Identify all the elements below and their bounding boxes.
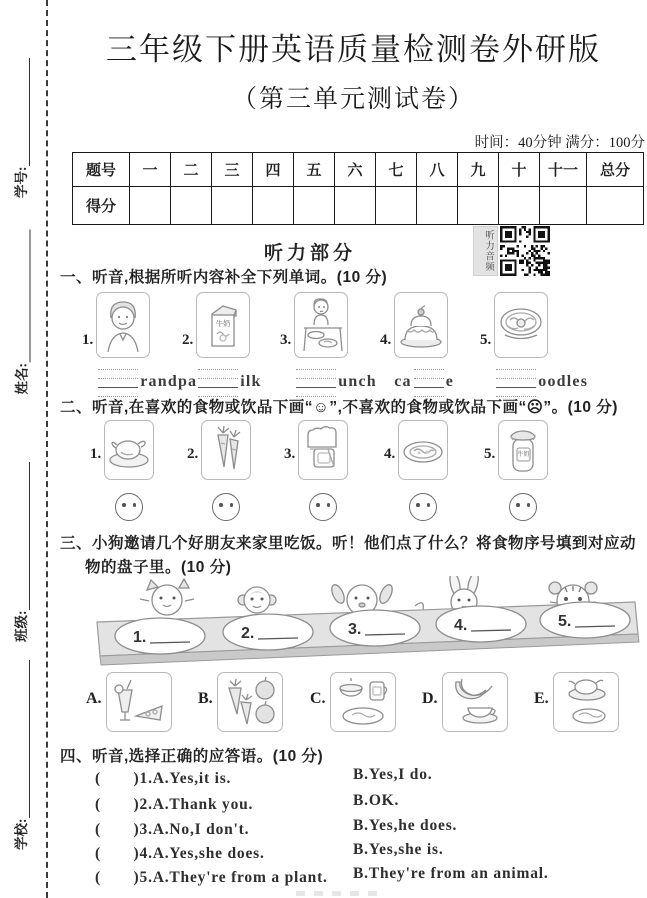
option-letter: B. [198,690,213,707]
answer-choice-b[interactable]: B.Yes,she is. [353,841,444,858]
score-cell [212,187,253,225]
score-table-header-row [73,153,644,187]
score-table-header-cell: 三 [212,153,253,187]
school-blank-line [14,660,30,819]
q1-item-2 [182,292,280,397]
score-cell [540,187,587,225]
four-line-blank[interactable] [198,369,238,397]
question1-items [82,292,647,397]
score-table-header-cell: 八 [417,153,458,187]
blank-face-to-draw[interactable] [309,493,337,521]
page-title: 三年级下册英语质量检测卷外研版 [106,32,601,67]
milk-carton-image [196,292,250,358]
word-suffix: unch [338,373,377,390]
answer-choice-a[interactable]: ( )2.A.Thank you. [95,796,254,813]
score-cell [253,187,294,225]
answer-choice-a[interactable]: ( )1.A.Yes,it is. [95,770,232,787]
blank-face-to-draw[interactable] [212,493,240,521]
score-cell [130,187,171,225]
score-cell [499,187,540,225]
score-cell [294,187,335,225]
page-footer-cutoff [296,891,377,896]
score-cell [587,187,644,225]
listening-section-title: 听力部分 [263,243,356,264]
cat-image [140,579,194,615]
answer-blank-word [494,365,588,397]
score-table-header-cell: 十一 [540,153,587,187]
q2-item-3 [284,420,384,521]
item-number: 2. [182,332,194,348]
option-B [198,672,310,732]
q2-item-1 [90,420,187,521]
page-subtitle: （第三单元测试卷） [231,86,475,113]
chicken-dishes-image [553,672,619,732]
q2-item-4 [384,420,484,521]
q4-row-1 [95,766,645,788]
q2-item-2 [187,420,284,521]
question4-heading: 四、听音,选择正确的应答语。(10 分) [60,748,324,765]
item-number: 3. [284,446,296,462]
q4-row-5 [95,865,645,887]
school-field [10,660,30,850]
q4-row-4 [95,841,645,863]
q1-item-4 [380,292,480,397]
score-cell [376,187,417,225]
score-table-header-cell: 七 [376,153,417,187]
score-cell [171,187,212,225]
blank-face-to-draw[interactable] [115,493,143,521]
bowl-milk-plate-image [330,672,396,732]
svg-text:牛奶: 牛奶 [215,319,231,328]
four-line-blank[interactable] [414,369,444,397]
q4-row-2 [95,792,645,814]
word-prefix: ca [394,373,412,390]
item-number: 5. [480,332,492,348]
item-number: 1. [90,446,102,462]
question3-heading-line2: 物的盘子里。(10 分) [85,559,232,576]
margin-dashed-divider [46,0,48,898]
qr-code-label: 听力音频 [473,226,498,276]
svg-text:1.: 1. [133,629,147,646]
student-number-label: 学号: [14,166,29,198]
name-blank-line [15,230,31,364]
item-number: 4. [384,446,396,462]
four-line-blank[interactable] [296,369,336,397]
four-line-blank[interactable] [98,369,138,397]
svg-text:5.: 5. [558,613,572,630]
q1-item-1 [82,292,198,397]
score-cell [458,187,499,225]
option-letter: E. [534,690,549,707]
carrots-image [201,420,251,480]
q4-row-3 [95,817,645,839]
bananas-tea-image [442,672,508,732]
answer-choice-a[interactable]: ( )4.A.Yes,she does. [95,845,265,862]
score-table [72,152,644,225]
answer-choice-a[interactable]: ( )5.A.They're from a plant. [95,869,328,886]
answer-blank-word [394,365,454,397]
score-table-header-cell: 九 [458,153,499,187]
answer-choice-b[interactable]: B.OK. [353,792,400,809]
listening-audio-block [473,226,550,276]
time-score-info: 时间：40分钟 满分：100分 [474,135,645,151]
option-E [534,672,634,732]
answer-choice-b[interactable]: B.They're from an animal. [353,865,549,882]
score-row-label: 得分 [73,187,130,225]
four-line-blank[interactable] [496,369,536,397]
food-plate-image [398,420,448,480]
score-cell [335,187,376,225]
class-blank-line [14,462,30,611]
item-number: 5. [484,446,496,462]
milk-jar-image [498,420,548,480]
score-table-header-cell: 六 [335,153,376,187]
item-number: 3. [280,332,292,348]
bread-image [298,420,348,480]
score-table-header-cell: 总分 [587,153,644,187]
class-label: 班级: [14,610,29,642]
carrots-apples-image [217,672,283,732]
blank-face-to-draw[interactable] [509,493,537,521]
answer-choice-a[interactable]: ( )3.A.No,I don't. [95,821,250,838]
blank-face-to-draw[interactable] [409,493,437,521]
grandpa-image [96,292,150,358]
score-cell [417,187,458,225]
score-table-score-row [73,187,644,225]
roast-chicken-image [104,420,154,480]
question3-options [86,672,646,732]
score-table-header-cell: 十 [499,153,540,187]
boy-lunch-image [294,292,348,358]
class-field [10,462,30,642]
question3-heading-line1: 三、小狗邀请几个好朋友来家里吃饭。听！他们点了什么？将食物序号填到对应动 [60,535,637,552]
school-label: 学校: [14,818,29,850]
option-A [86,672,198,732]
q2-item-5 [484,420,579,521]
score-table-header-cell: 四 [253,153,294,187]
animals-table-graphic [85,576,645,671]
score-table-header-cell: 五 [294,153,335,187]
item-number: 2. [187,446,199,462]
name-field [11,230,31,395]
item-number: 4. [380,332,392,348]
option-letter: C. [310,690,326,707]
question2-heading: 二、听音,在喜欢的食物或饮品下画“☺”,不喜欢的食物或饮品下画“☹”。(10 分) [60,399,618,416]
answer-blank-word [294,365,377,397]
item-number: 1. [82,332,94,348]
student-number-field [10,58,30,198]
score-table-header-cell: 二 [171,153,212,187]
answer-blank-word [196,365,261,397]
score-table-header-cell: 一 [130,153,171,187]
question2-items [90,420,645,521]
cake-image [394,292,448,358]
answer-choice-b[interactable]: B.Yes,I do. [353,766,433,783]
word-suffix: oodles [538,373,589,390]
option-C [310,672,422,732]
qr-code [500,226,550,276]
svg-text:2.: 2. [241,625,255,642]
monkey-image [238,587,276,613]
svg-text:4.: 4. [454,617,468,634]
q1-item-3 [280,292,380,397]
svg-text:牛奶: 牛奶 [517,452,530,458]
name-label: 姓名: [14,363,30,395]
question1-heading: 一、听音,根据所听内容补全下列单词。(10 分) [60,269,388,286]
word-suffix: e [445,373,455,390]
answer-choice-b[interactable]: B.Yes,he does. [353,817,458,834]
word-suffix: randpa [140,373,198,390]
option-letter: A. [86,690,102,707]
option-D [422,672,534,732]
noodles-bowl-image [494,292,548,358]
option-letter: D. [422,690,438,707]
score-table-header-cell: 题号 [73,153,130,187]
svg-text:3.: 3. [348,621,362,638]
word-suffix: ilk [240,373,262,390]
juice-and-pizza-image [106,672,172,732]
student-number-blank-line [14,58,30,167]
q1-item-5 [480,292,589,397]
